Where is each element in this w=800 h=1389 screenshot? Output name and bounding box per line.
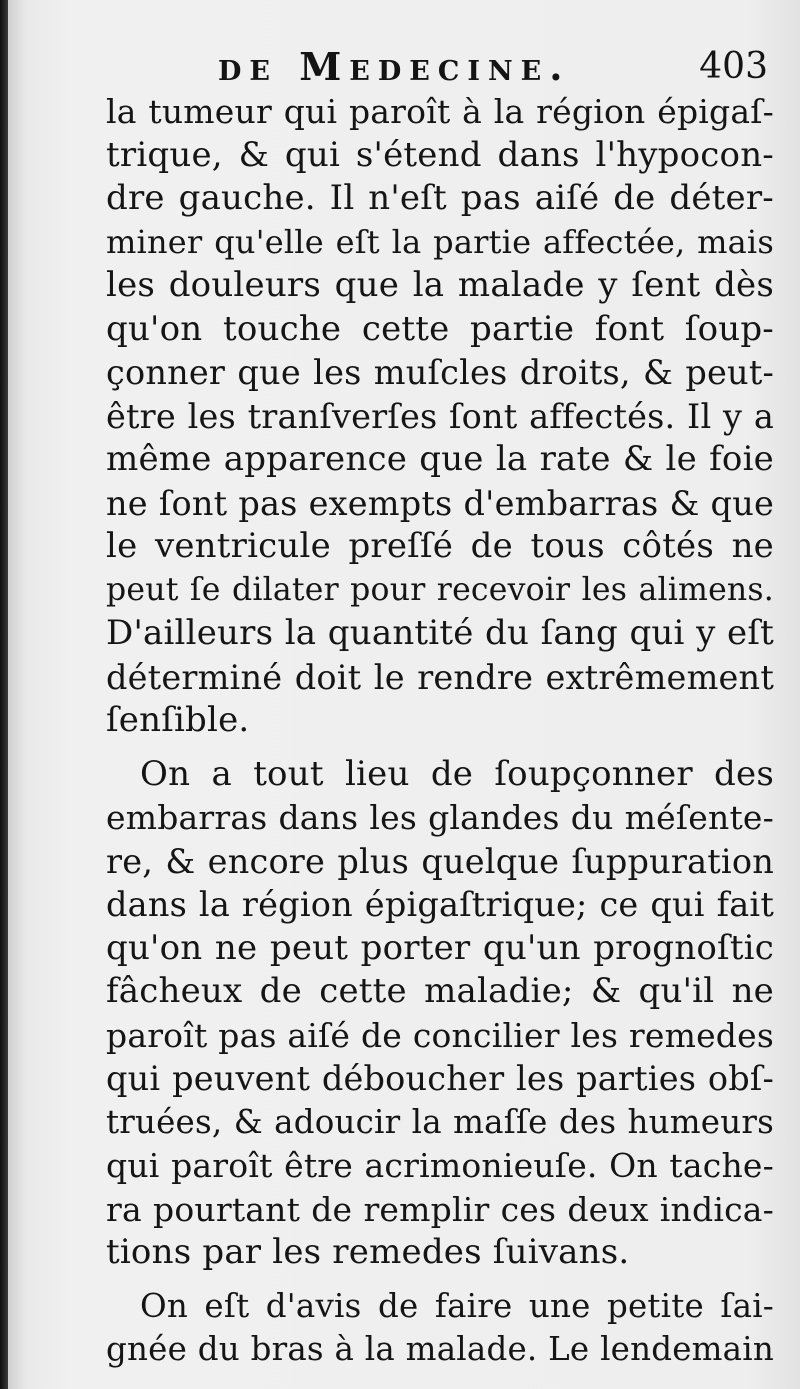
text-line: déterminé doit le rendre extrêmement: [106, 657, 774, 697]
text-line: dre gauche. Il n'eſt pas aiſé de déter-: [106, 178, 774, 218]
text-line: miner qu'elle eſt la partie affectée, mais: [106, 222, 774, 261]
text-line: On eſt d'avis de faire une petite ſai-: [140, 1286, 774, 1325]
text-line: qui paroît être acrimonieuſe. On tache-: [106, 1146, 774, 1185]
page-number: 403: [699, 46, 768, 87]
text-line: gnée du bras à la malade. Le lendemain: [106, 1330, 774, 1368]
text-line: les douleurs que la malade y ſent dès: [106, 265, 774, 305]
text-line: qu'on ne peut porter qu'un prognoſtic: [106, 927, 774, 968]
text-line: paroît pas aiſé de concilier les remedes: [106, 1015, 774, 1055]
text-line: la tumeur qui paroît à la région épigaſ-: [106, 92, 774, 131]
text-line: trique, & qui s'étend dans l'hypocon-: [106, 134, 774, 175]
text-line: peut ſe dilater pour recevoir les alimens.: [106, 571, 774, 608]
text-line: ſenſible.: [106, 700, 250, 740]
paragraph-1: [106, 90, 774, 743]
text-line: qui peuvent déboucher les parties obſ-: [106, 1059, 774, 1098]
page-body: [106, 90, 774, 1382]
text-line: le ventricule preſſé de tous côtés ne: [106, 526, 774, 566]
text-line: dans la région épigaſtrique; ce qui fait: [106, 885, 774, 924]
text-line: re, & encore plus quelque ſuppuration: [106, 841, 774, 881]
text-line: ne ſont pas exempts d'embarras & que: [106, 483, 774, 523]
text-line: ra pourtant de remplir ces deux indica-: [106, 1189, 774, 1229]
running-title: de Medecine.: [218, 44, 571, 89]
text-line: fâcheux de cette maladie; & qu'il ne: [106, 971, 774, 1011]
text-line: D'ailleurs la quantité du ſang qui y eſt: [106, 613, 774, 653]
paragraph-3: [106, 1285, 774, 1372]
text-line: truées, & adoucir la maſſe des humeurs: [106, 1102, 774, 1141]
page-edge-shadow: [0, 0, 8, 1389]
text-line: çonner que les muſcles droits, & peut-: [106, 353, 774, 392]
text-line: qu'on touche cette partie font ſoup-: [106, 308, 774, 349]
text-line: embarras dans les glandes du méſente-: [106, 798, 774, 837]
text-line: On a tout lieu de ſoupçonner des: [140, 753, 774, 794]
text-line: tions par les remedes ſuivans.: [106, 1232, 630, 1272]
paragraph-2: [106, 753, 774, 1275]
text-line: être les tranſverſes ſont affectés. Il y a: [106, 396, 774, 436]
text-line: même apparence que la rate & le foie: [106, 439, 774, 479]
